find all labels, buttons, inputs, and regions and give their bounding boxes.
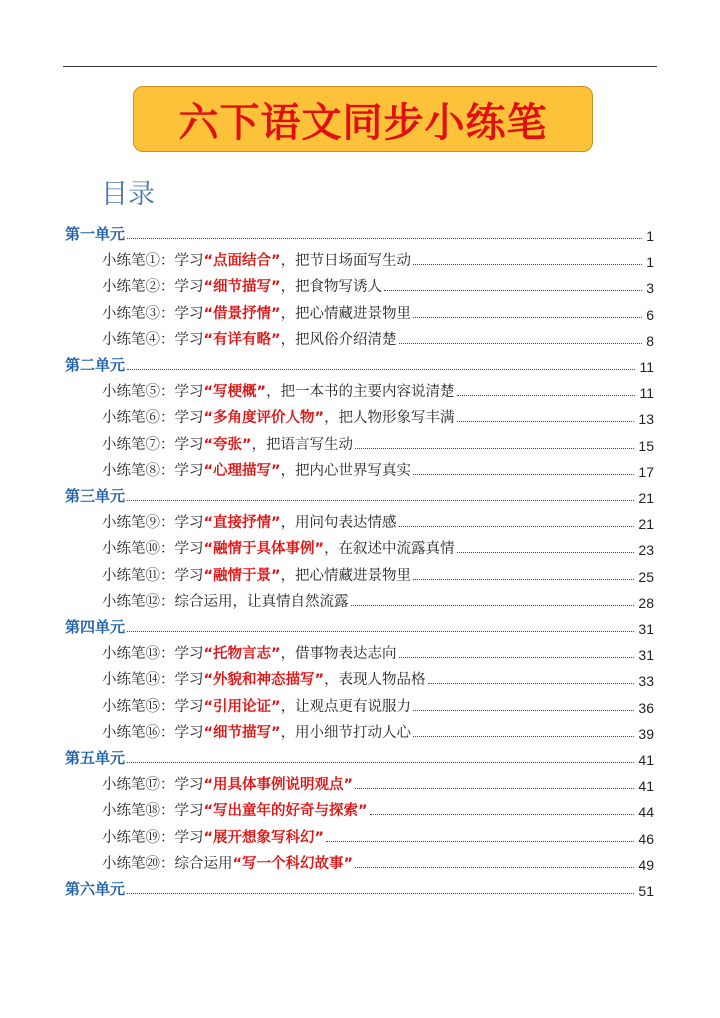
item-suffix: ，把节日场面写生动 <box>280 253 412 270</box>
title-banner <box>133 86 593 152</box>
item-prefix: 小练笔⑲：学习 <box>102 829 204 846</box>
dot-leader <box>413 710 634 711</box>
item-title <box>102 433 353 454</box>
page-number: 11 <box>639 359 654 375</box>
item-suffix: ，把食物写诱人 <box>280 279 383 296</box>
toc-item-row[interactable] <box>102 244 654 270</box>
page-number: 3 <box>646 280 654 297</box>
item-prefix: 小练笔④：学习 <box>102 331 204 348</box>
page-number: 39 <box>638 725 654 742</box>
page-number: 33 <box>638 673 654 690</box>
page-number: 46 <box>638 830 654 847</box>
page-number: 21 <box>638 516 654 533</box>
item-highlight: “融情于景” <box>203 567 281 584</box>
item-prefix: 小练笔⑦：学习 <box>102 436 204 453</box>
item-highlight: “写梗概” <box>203 384 267 401</box>
item-prefix: 小练笔⑬：学习 <box>102 646 204 663</box>
toc-item-row[interactable] <box>102 454 654 480</box>
page-number: 36 <box>638 699 654 716</box>
toc-item-row[interactable] <box>102 323 654 349</box>
dot-leader <box>127 238 642 239</box>
toc-item-row[interactable] <box>102 716 654 742</box>
item-highlight: “夸张” <box>203 436 252 453</box>
dot-leader <box>326 841 634 842</box>
page-number: 41 <box>638 778 654 795</box>
item-title <box>102 275 382 296</box>
item-title <box>102 852 353 873</box>
item-highlight: “点面结合” <box>203 253 281 270</box>
item-prefix: 小练笔⑭：学习 <box>102 672 204 689</box>
toc-unit-row[interactable] <box>65 611 654 637</box>
toc-item-row[interactable] <box>102 401 654 427</box>
item-prefix: 小练笔①：学习 <box>102 253 204 270</box>
item-prefix: 小练笔⑨：学习 <box>102 515 204 532</box>
page-number: 41 <box>638 752 654 768</box>
item-suffix: ，用小细节打动人心 <box>280 724 412 741</box>
item-title <box>102 511 397 532</box>
toc-item-row[interactable] <box>102 847 654 873</box>
toc-unit-row[interactable] <box>65 873 654 899</box>
item-title <box>102 328 397 349</box>
dot-leader <box>351 605 635 606</box>
toc-item-row[interactable] <box>102 690 654 716</box>
toc-item-row[interactable] <box>102 506 654 532</box>
unit-title: 第六单元 <box>65 880 126 898</box>
header-rule <box>63 66 657 67</box>
item-suffix: ，把一本书的主要内容说清楚 <box>266 384 455 401</box>
item-title <box>102 564 411 585</box>
toc-item-row[interactable] <box>102 297 654 323</box>
item-highlight: “写出童年的好奇与探索” <box>203 803 368 820</box>
page-number: 23 <box>638 542 654 559</box>
page-number: 1 <box>646 254 654 271</box>
unit-title: 第二单元 <box>65 356 126 374</box>
item-highlight: “外貌和神态描写” <box>203 672 325 689</box>
item-suffix: ，让观点更有说服力 <box>280 698 412 715</box>
dot-leader <box>457 421 635 422</box>
item-prefix: 小练笔⑱：学习 <box>102 803 204 820</box>
item-prefix: 小练笔⑫：综合运用，让真情自然流露 <box>102 593 349 610</box>
dot-leader <box>399 526 635 527</box>
page-number: 13 <box>638 411 654 428</box>
item-title <box>102 668 426 689</box>
dot-leader <box>127 369 635 370</box>
toc-item-row[interactable] <box>102 585 654 611</box>
dot-leader <box>457 552 635 553</box>
page-number: 28 <box>638 594 654 611</box>
dot-leader <box>127 893 634 894</box>
item-highlight: “借景抒情” <box>203 305 281 322</box>
dot-leader <box>457 395 636 396</box>
toc-item-row[interactable] <box>102 428 654 454</box>
dot-leader <box>127 631 634 632</box>
item-title <box>102 537 455 558</box>
item-highlight: “直接抒情” <box>203 515 281 532</box>
page-number: 1 <box>646 228 654 244</box>
dot-leader <box>355 448 634 449</box>
item-prefix: 小练笔⑯：学习 <box>102 724 204 741</box>
item-prefix: 小练笔⑳：综合运用 <box>102 855 233 872</box>
item-suffix: ，把风俗介绍清楚 <box>280 331 397 348</box>
toc-heading: 目录 <box>101 179 155 210</box>
item-title <box>102 380 455 401</box>
item-suffix: ，把内心世界写真实 <box>280 462 412 479</box>
toc-item-row[interactable] <box>102 637 654 663</box>
item-highlight: “多角度评价人物” <box>203 410 325 427</box>
item-title <box>102 721 411 742</box>
item-highlight: “心理描写” <box>203 462 281 479</box>
toc-item-row[interactable] <box>102 270 654 296</box>
item-highlight: “细节描写” <box>203 724 281 741</box>
page-number: 11 <box>639 385 654 402</box>
item-prefix: 小练笔⑮：学习 <box>102 698 204 715</box>
item-suffix: ，借事物表达志向 <box>280 646 397 663</box>
page-number: 15 <box>638 437 654 454</box>
item-title <box>102 459 411 480</box>
toc-unit-row[interactable] <box>65 480 654 506</box>
dot-leader <box>413 264 642 265</box>
page-number: 17 <box>638 463 654 480</box>
page-number: 44 <box>638 804 654 821</box>
item-highlight: “融情于具体事例” <box>203 541 325 558</box>
toc-item-row[interactable] <box>102 768 654 794</box>
toc-unit-row[interactable] <box>65 349 654 375</box>
item-highlight: “有详有略” <box>203 331 281 348</box>
page-number: 8 <box>646 332 654 349</box>
page-number: 31 <box>638 647 654 664</box>
item-title <box>102 642 397 663</box>
item-suffix: ，把心情藏进景物里 <box>280 305 412 322</box>
page-number: 25 <box>638 568 654 585</box>
unit-title: 第三单元 <box>65 487 126 505</box>
item-suffix: ，把人物形象写丰满 <box>324 410 455 427</box>
toc-item-row[interactable] <box>102 559 654 585</box>
item-prefix: 小练笔⑤：学习 <box>102 384 204 401</box>
dot-leader <box>399 657 635 658</box>
item-suffix: ，把语言写生动 <box>251 436 354 453</box>
toc-item-row[interactable] <box>102 375 654 401</box>
item-title <box>102 406 455 427</box>
item-suffix: ，在叙述中流露真情 <box>324 541 455 558</box>
item-prefix: 小练笔⑥：学习 <box>102 410 204 427</box>
item-title <box>102 590 349 611</box>
unit-title: 第五单元 <box>65 749 126 767</box>
page-number: 51 <box>638 883 654 899</box>
toc-unit-row[interactable] <box>65 218 654 244</box>
item-suffix: ，把心情藏进景物里 <box>280 567 412 584</box>
page-number: 31 <box>638 621 654 637</box>
dot-leader <box>428 683 635 684</box>
item-suffix: ，用问句表达情感 <box>280 515 397 532</box>
item-prefix: 小练笔⑰：学习 <box>102 777 204 794</box>
unit-title: 第一单元 <box>65 225 126 243</box>
toc-item-row[interactable] <box>102 821 654 847</box>
unit-title: 第四单元 <box>65 618 126 636</box>
toc-item-row[interactable] <box>102 663 654 689</box>
dot-leader <box>127 500 634 501</box>
item-title <box>102 695 411 716</box>
banner-title: 六下语文同步小练笔 <box>178 99 548 146</box>
toc-unit-row[interactable] <box>65 742 654 768</box>
item-title <box>102 302 411 323</box>
dot-leader <box>399 343 643 344</box>
item-title <box>102 773 353 794</box>
item-title <box>102 799 368 820</box>
dot-leader <box>127 762 634 763</box>
item-prefix: 小练笔⑩：学习 <box>102 541 204 558</box>
item-prefix: 小练笔⑪：学习 <box>102 567 204 584</box>
dot-leader <box>413 317 642 318</box>
item-prefix: 小练笔③：学习 <box>102 305 204 322</box>
page-number: 6 <box>646 306 654 323</box>
item-highlight: “展开想象写科幻” <box>203 829 325 846</box>
dot-leader <box>355 788 634 789</box>
item-prefix: 小练笔②：学习 <box>102 279 204 296</box>
toc-item-row[interactable] <box>102 794 654 820</box>
item-title <box>102 826 324 847</box>
item-highlight: “用具体事例说明观点” <box>203 777 354 794</box>
item-title <box>102 249 411 270</box>
dot-leader <box>384 290 642 291</box>
item-highlight: “托物言志” <box>203 646 281 663</box>
page-number: 49 <box>638 856 654 873</box>
item-highlight: “引用论证” <box>203 698 281 715</box>
page-number: 21 <box>638 490 654 506</box>
dot-leader <box>413 736 634 737</box>
toc-item-row[interactable] <box>102 532 654 558</box>
dot-leader <box>413 474 634 475</box>
item-prefix: 小练笔⑧：学习 <box>102 462 204 479</box>
item-suffix: ，表现人物品格 <box>324 672 426 689</box>
dot-leader <box>355 867 634 868</box>
item-highlight: “写一个科幻故事” <box>232 855 354 872</box>
item-highlight: “细节描写” <box>203 279 281 296</box>
dot-leader <box>370 814 635 815</box>
dot-leader <box>413 579 634 580</box>
